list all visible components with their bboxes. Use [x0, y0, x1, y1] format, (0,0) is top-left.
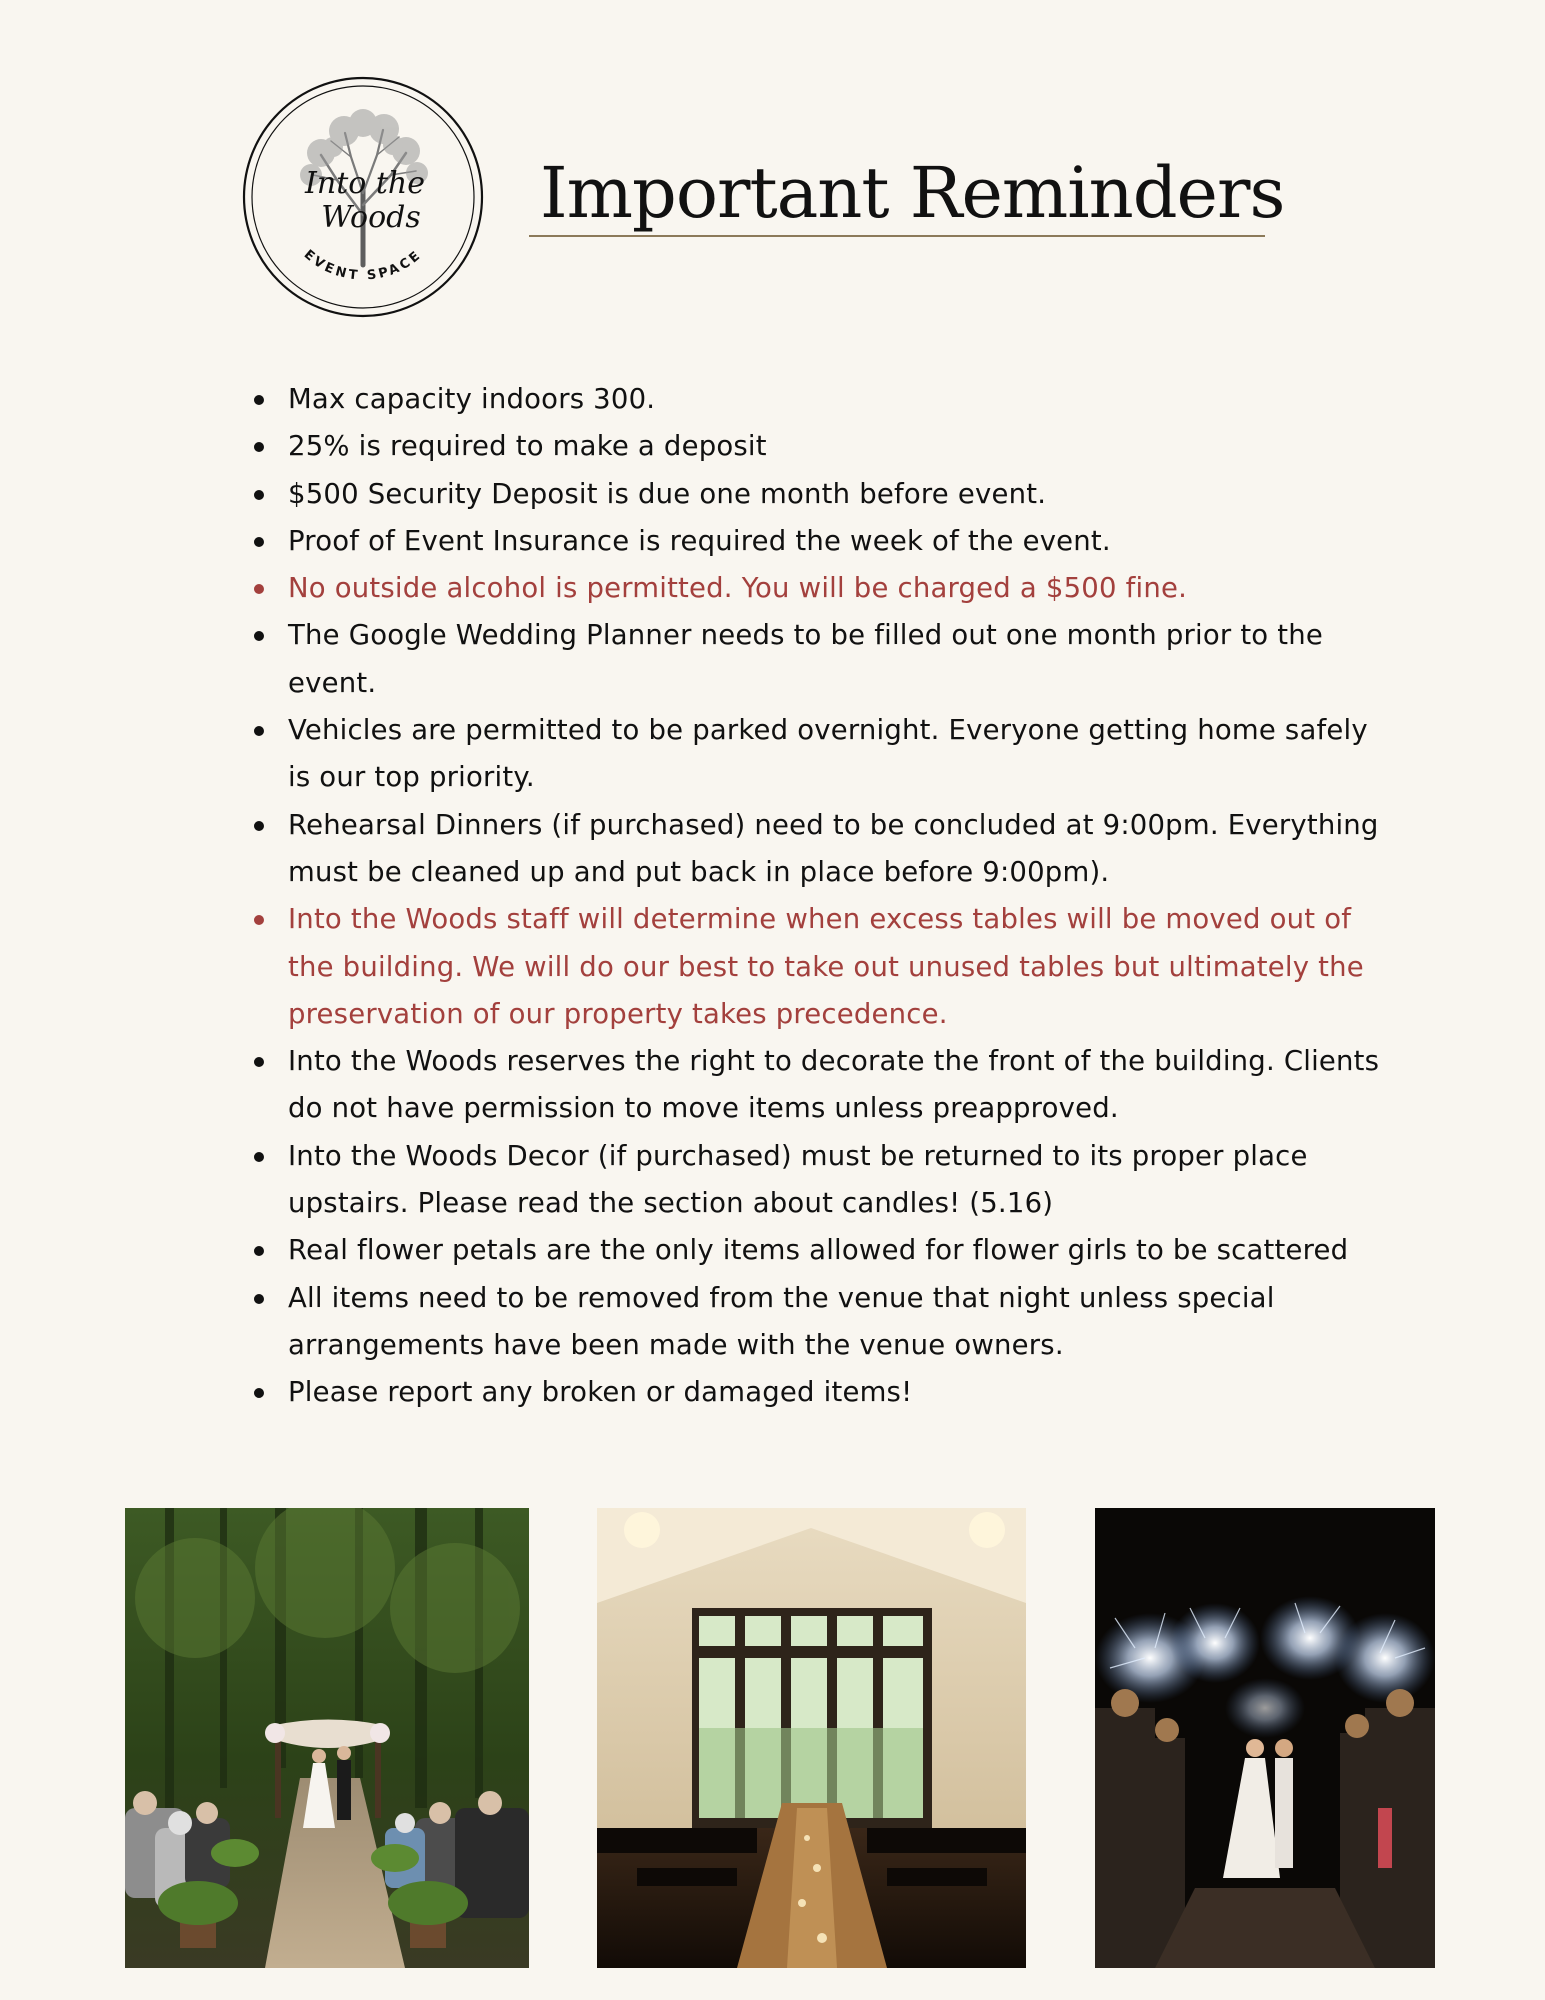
reminder-text: Max capacity indoors 300.: [288, 383, 656, 415]
logo-script-line-2: Woods: [321, 200, 421, 235]
reminder-text: All items need to be removed from the venue that night unless special arrangements have been made with the venue owners.: [288, 1281, 1275, 1361]
bullet-icon: [254, 490, 264, 500]
reception-hall-photo: [597, 1508, 1026, 1968]
reminder-text: Please report any broken or damaged items!: [288, 1376, 913, 1409]
reminder-text: $500 Security Deposit is due one month before event.: [288, 477, 1047, 510]
reminders-list: [250, 376, 1380, 1417]
reminder-text: Vehicles are permitted to be parked overnight. Everyone getting home safely is our top priority.: [288, 714, 1368, 794]
bullet-icon: [254, 442, 264, 452]
sparkler-sendoff-photo: [1095, 1508, 1435, 1968]
bullet-icon: [254, 821, 264, 831]
bullet-icon: [254, 915, 264, 925]
bullet-icon: [254, 1388, 264, 1398]
bullet-icon: [254, 1246, 264, 1256]
reminder-item: [250, 1038, 1380, 1133]
reminder-text: Into the Woods staff will determine when excess tables will be moved out of the building. We will do our best to take out unused tables but ultimately the preservation of our property takes precedence.: [288, 903, 1364, 1030]
reminder-text: No outside alcohol is permitted. You will be charged a $500 fine.: [288, 572, 1188, 605]
bullet-icon: [254, 395, 264, 405]
page-title: Important Reminders: [540, 152, 1285, 234]
logo-ring-text: EVENT SPACE: [300, 247, 426, 284]
reminder-item-highlighted: [250, 565, 1380, 612]
reminder-item: [250, 707, 1380, 802]
reminder-item: [250, 376, 1380, 423]
bullet-icon: [254, 726, 264, 736]
reminder-item: [250, 1133, 1380, 1228]
reminder-text: Rehearsal Dinners (if purchased) need to be concluded at 9:00pm. Everything must be cleaned up and put back in place before 9:00pm).: [288, 808, 1379, 888]
reminder-item: [250, 612, 1380, 707]
reminder-text: Into the Woods reserves the right to decorate the front of the building. Clients do not have permission to move items unless preapproved.: [288, 1045, 1380, 1125]
bullet-icon: [254, 537, 264, 547]
logo-script-line-1: Into the: [305, 166, 425, 201]
reminder-text: Into the Woods Decor (if purchased) must be returned to its proper place upstairs. Please read the section about candles! (5.16): [288, 1139, 1308, 1220]
title-divider: [529, 235, 1265, 237]
reminder-item-highlighted: [250, 896, 1380, 1038]
reminder-item: [250, 471, 1380, 518]
reminder-item: [250, 423, 1380, 470]
reminder-item: [250, 802, 1380, 897]
bullet-icon: [254, 1152, 264, 1162]
reminder-text: Real flower petals are the only items allowed for flower girls to be scattered: [288, 1234, 1349, 1267]
reminder-item: [250, 1275, 1380, 1370]
forest-ceremony-photo: [125, 1508, 529, 1968]
reminder-text: The Google Wedding Planner needs to be filled out one month prior to the event.: [288, 619, 1324, 699]
reminder-item: [250, 518, 1380, 565]
reminder-item: [250, 1369, 1380, 1416]
bullet-icon: [254, 631, 264, 641]
bullet-icon: [254, 1294, 264, 1304]
reminder-item: [250, 1227, 1380, 1274]
reminder-text: 25% is required to make a deposit: [288, 430, 767, 463]
reminder-text: Proof of Event Insurance is required the week of the event.: [288, 524, 1111, 557]
venue-logo: [241, 75, 485, 319]
bullet-icon: [254, 584, 264, 594]
bullet-icon: [254, 1057, 264, 1067]
